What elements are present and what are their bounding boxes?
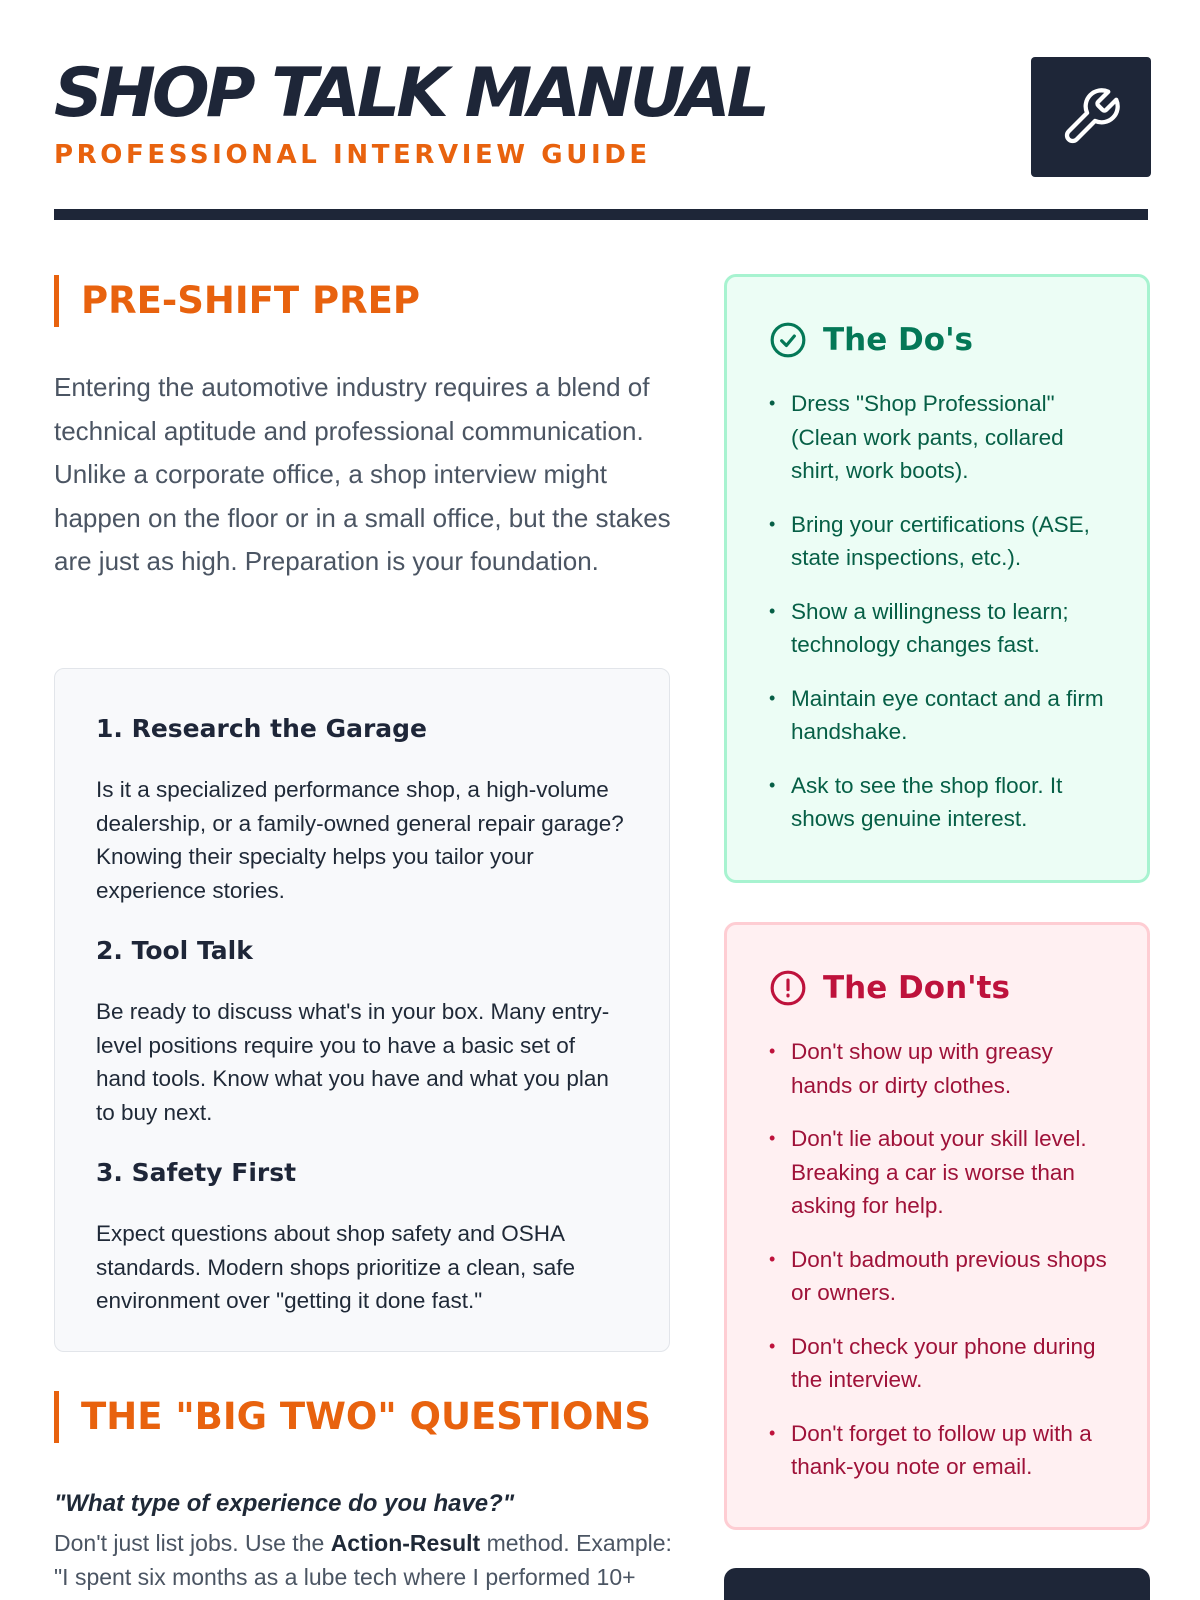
section-heading-big-two: THE "BIG TWO" QUESTIONS (54, 1391, 651, 1443)
prep-item-body: Is it a specialized performance shop, a high-volume dealership, or a family-owned general repair garage? Knowing their specialty helps you tailor your experience stories. (96, 777, 624, 903)
dos-panel (724, 274, 1150, 883)
list-item: • Don't show up with greasy hands or dirty clothes. (769, 1035, 1111, 1102)
list-item: • Don't check your phone during the interview. (769, 1330, 1111, 1397)
list-item: • Bring your certifications (ASE, state inspections, etc.). (769, 508, 1111, 575)
prep-item-body: Expect questions about shop safety and OSHA standards. Modern shops prioritize a clean, safe environment over "getting it done fast." (96, 1221, 576, 1313)
question-body (54, 1526, 684, 1594)
prep-item-title: 1. Research the Garage (96, 714, 428, 743)
donts-panel (724, 922, 1150, 1530)
donts-heading (769, 969, 1111, 1007)
prep-item-body: Be ready to discuss what's in your box. Many entry-level positions require you to have a basic set of hand tools. Know what you have and what you plan to buy next. (96, 999, 610, 1125)
main-title: SHOP TALK MANUAL (54, 54, 766, 133)
donts-heading-label: The Don'ts (823, 970, 1010, 1006)
list-item: • Don't lie about your skill level. Breaking a car is worse than asking for help. (769, 1122, 1111, 1223)
dos-list (769, 387, 1111, 836)
list-item: • Ask to see the shop floor. It shows genuine interest. (769, 769, 1111, 836)
list-item: • Don't badmouth previous shops or owners. (769, 1243, 1111, 1310)
section-heading-prep: PRE-SHIFT PREP (54, 275, 420, 327)
question-body-text: method. Example: "I spent six months as a lube tech where I performed 10+ (54, 1530, 672, 1590)
subtitle: PROFESSIONAL INTERVIEW GUIDE (54, 140, 651, 170)
list-item: • Maintain eye contact and a firm handshake. (769, 682, 1111, 749)
dos-heading-label: The Do's (823, 322, 974, 358)
dark-panel (724, 1568, 1150, 1600)
action-result-term: Action-Result (330, 1530, 481, 1556)
dos-heading (769, 321, 1111, 359)
prep-card (54, 668, 670, 1352)
logo (1031, 57, 1151, 177)
prep-item-title: 2. Tool Talk (96, 936, 253, 965)
list-item: • Show a willingness to learn; technology changes fast. (769, 595, 1111, 662)
prep-item (96, 713, 629, 907)
prep-item-title: 3. Safety First (96, 1158, 297, 1187)
question-title: "What type of experience do you have?" (54, 1490, 515, 1517)
header-divider (54, 209, 1148, 220)
intro-paragraph: Entering the automotive industry requires a blend of technical aptitude and professional communication. Unlike a corporate office, a shop interview might happen on the floor or in a small office, but the stakes are just as high. Preparation is your foundation. (54, 372, 671, 576)
list-item: • Don't forget to follow up with a thank-you note or email. (769, 1417, 1111, 1484)
prep-item (96, 1157, 629, 1318)
list-item: • Dress "Shop Professional" (Clean work pants, collared shirt, work boots). (769, 387, 1111, 488)
wrench-icon (1059, 85, 1123, 149)
prep-item (96, 935, 629, 1129)
question-body-text: Don't just list jobs. Use the (54, 1530, 331, 1556)
donts-list (769, 1035, 1111, 1484)
alert-circle-icon (769, 969, 807, 1007)
check-circle-icon (769, 321, 807, 359)
